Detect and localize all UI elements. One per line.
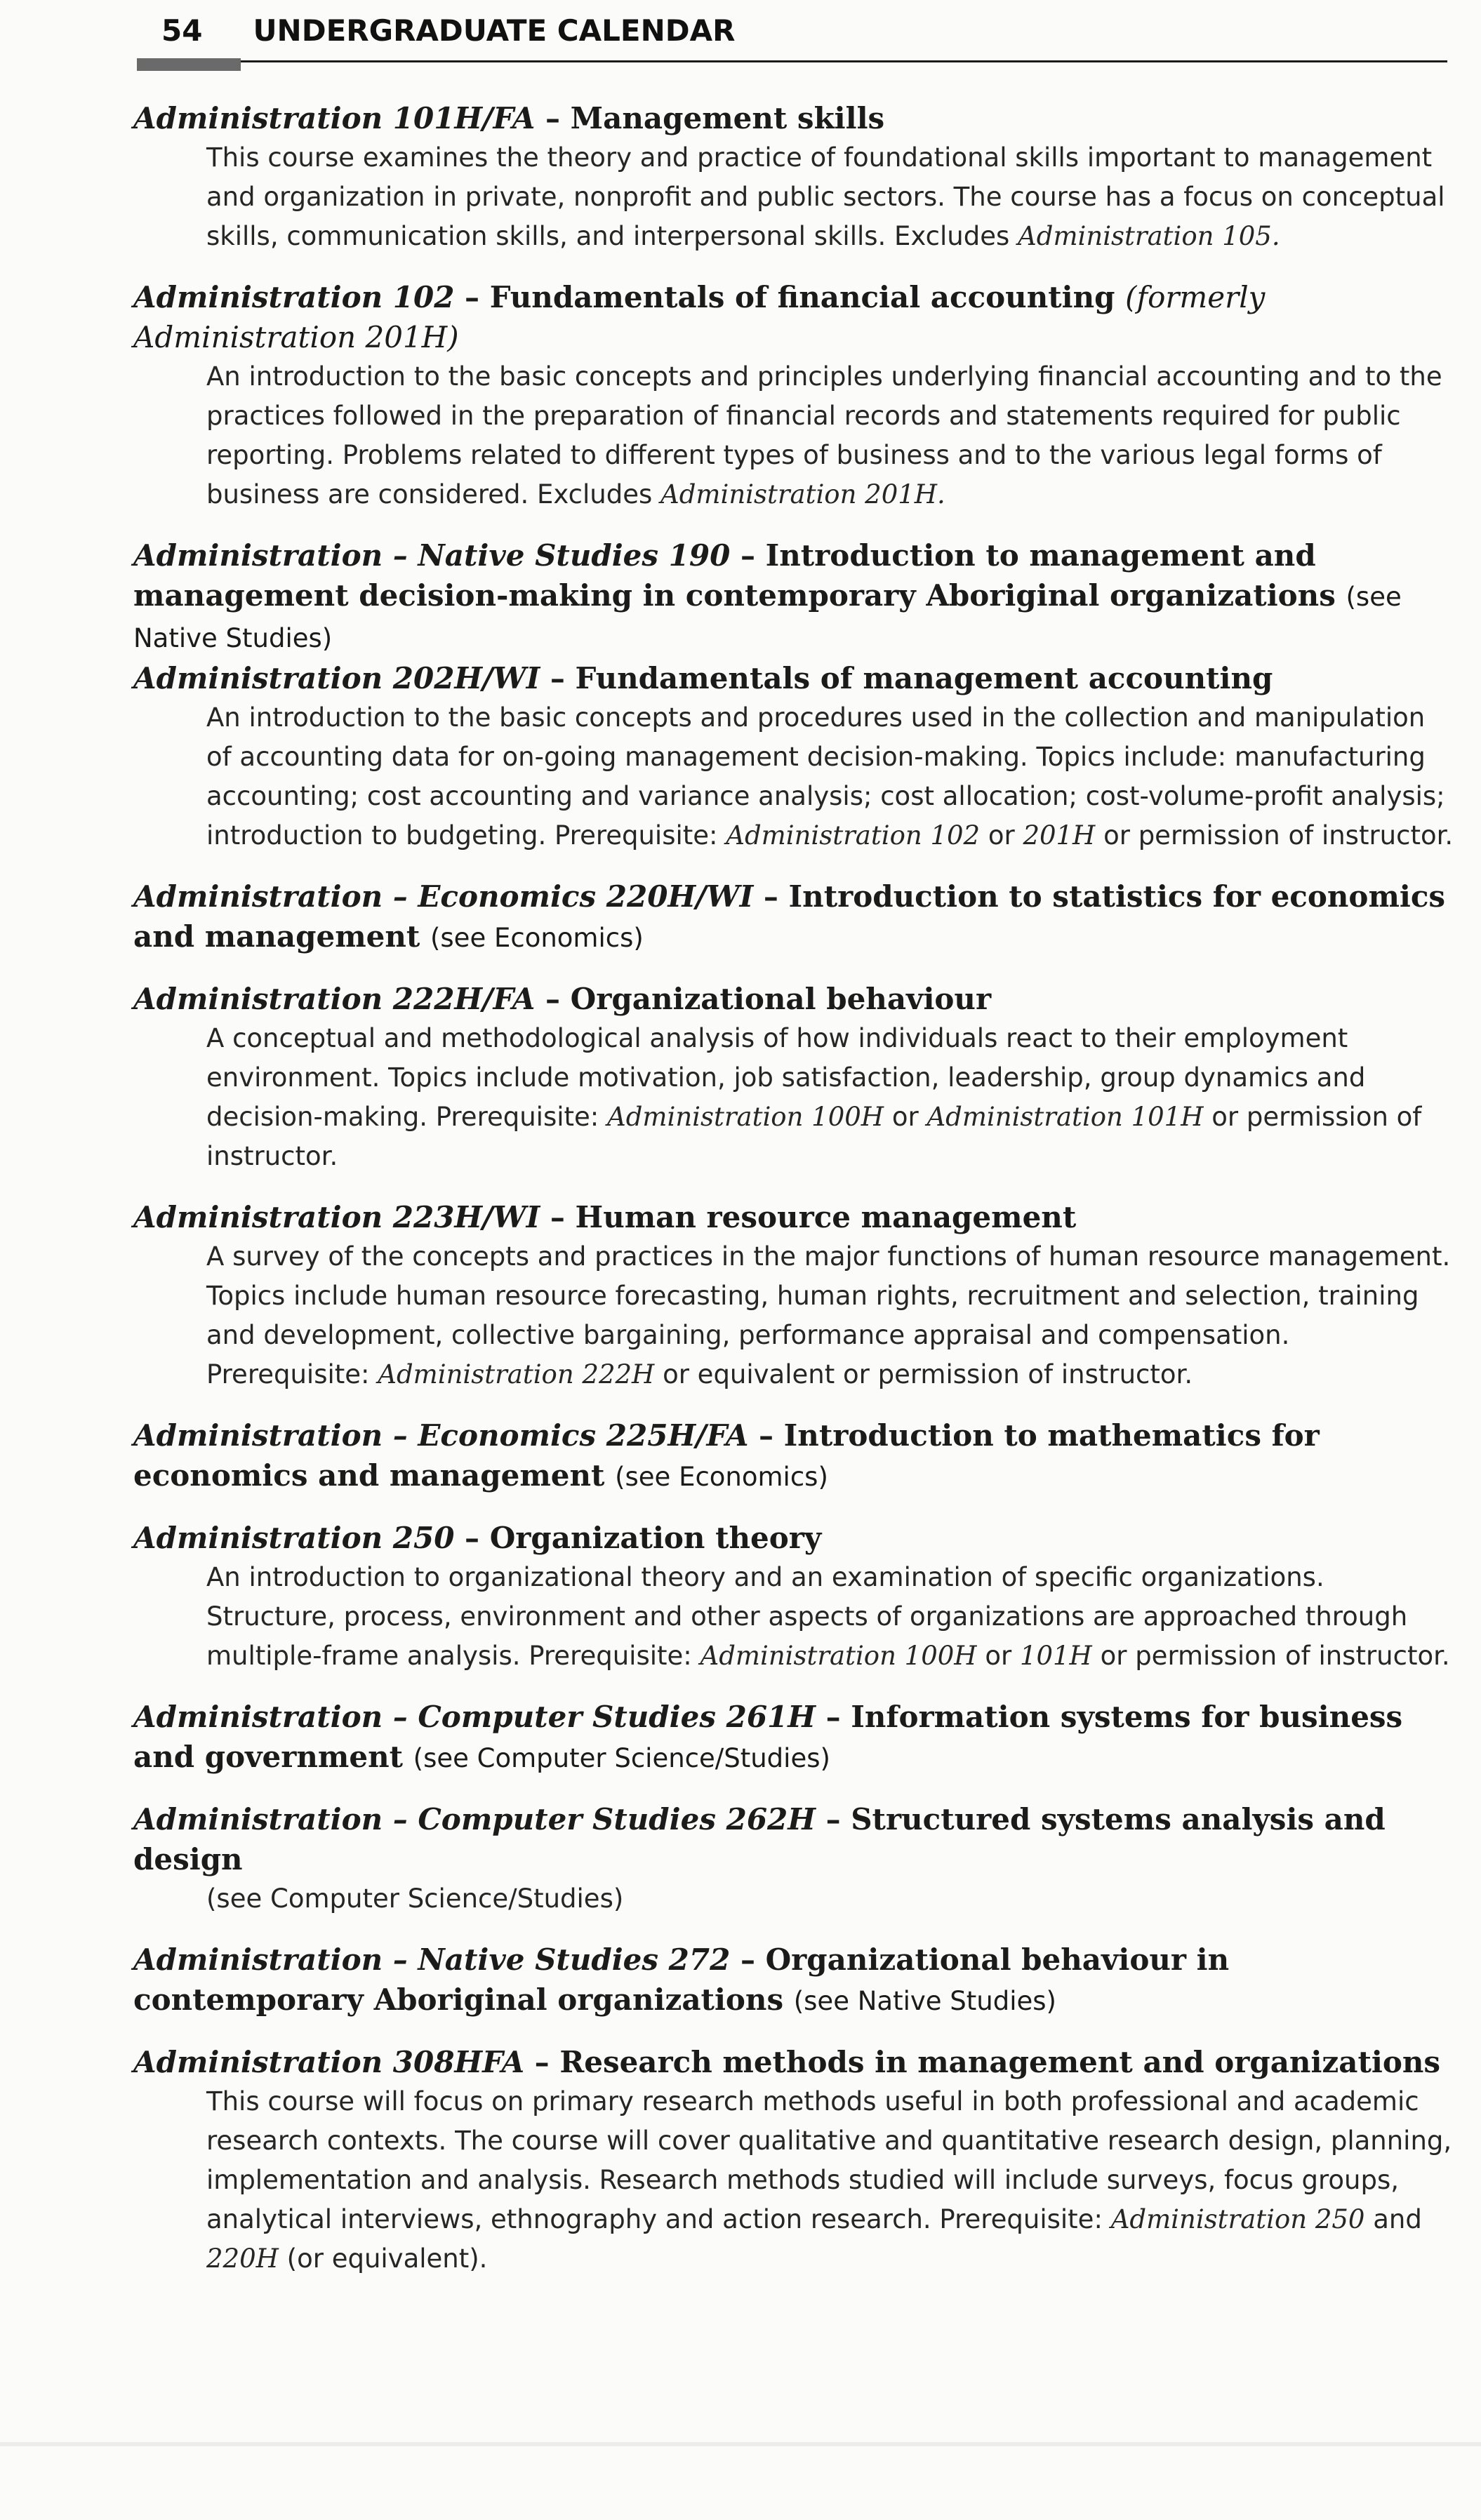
course-heading: Administration – Economics 225H/FA – Introduction to mathematics for economics and management (see Economics) xyxy=(133,1418,1320,1493)
course-title: Fundamentals of financial accounting xyxy=(489,280,1115,314)
cross-reference: (see Economics) xyxy=(430,923,644,953)
course-code: Administration 308HFA xyxy=(133,2045,525,2079)
course-title: Introduction to management and management decision-making in contemporary Aboriginal organizations xyxy=(133,538,1336,613)
course-heading: Administration – Native Studies 190 – Introduction to management and management decision-making in contemporary Aboriginal organizations (see Native Studies) xyxy=(133,538,1402,653)
course-code: Administration – Computer Studies 261H xyxy=(133,1700,816,1734)
page-title: UNDERGRADUATE CALENDAR xyxy=(253,13,736,48)
course-heading: Administration 250 – Organization theory xyxy=(133,1521,822,1555)
course-entry xyxy=(133,2042,1456,2279)
course-code: Administration – Native Studies 272 xyxy=(133,1942,731,1977)
course-title: Organizational behaviour in contemporary Aboriginal organizations xyxy=(133,1942,1230,2017)
course-code: Administration – Economics 225H/FA xyxy=(133,1418,749,1453)
course-entry xyxy=(133,1518,1456,1676)
course-code: Administration 101H/FA xyxy=(133,101,536,135)
course-heading: Administration 222H/FA – Organizational behaviour xyxy=(133,982,992,1016)
course-heading: Administration 223H/WI – Human resource management xyxy=(133,1200,1077,1234)
course-title: Introduction to statistics for economics and management xyxy=(133,879,1446,954)
course-entry xyxy=(133,1799,1456,1919)
course-heading: Administration – Economics 220H/WI – Introduction to statistics for economics and management (see Economics) xyxy=(133,879,1446,954)
course-title: Fundamentals of management accounting xyxy=(575,661,1273,695)
course-note: (formerly Administration 201H) xyxy=(133,280,1266,354)
course-entry xyxy=(133,277,1456,514)
course-heading: Administration 102 – Fundamentals of financial accounting (formerly Administration 201H) xyxy=(133,280,1266,354)
course-entry xyxy=(133,1197,1456,1394)
header-rule-marker xyxy=(137,58,241,71)
cross-reference: (see Native Studies) xyxy=(793,1986,1056,2016)
course-heading: Administration – Computer Studies 262H – Structured systems analysis and design xyxy=(133,1802,1386,1876)
course-code: Administration – Economics 220H/WI xyxy=(133,879,754,914)
course-description: A survey of the concepts and practices in the major functions of human resource management. Topics include human resource forecasting, human rights, recruitment and selection, training and development, collective bargaining, performance appraisal and compensation. Prerequisite: Administration 222H or equivalent or permission of instructor. xyxy=(206,1241,1451,1389)
course-heading: Administration 101H/FA – Management skills xyxy=(133,101,885,135)
course-heading: Administration – Computer Studies 261H – Information systems for business and government (see Computer Science/Studies) xyxy=(133,1700,1403,1774)
course-entry xyxy=(133,979,1456,1176)
course-code: Administration 102 xyxy=(133,280,455,314)
course-title: Management skills xyxy=(570,101,885,135)
course-description: This course will focus on primary research methods useful in both professional and academic research contexts. The course will cover qualitative and quantitative research design, planning, implementation and analysis. Research methods studied will include surveys, focus groups, analytical interviews, ethnography and action research. Prerequisite: Administration 250 and 220H (or equivalent). xyxy=(206,2086,1452,2274)
course-description: An introduction to the basic concepts and principles underlying financial accounting and to the practices followed in the preparation of financial records and statements required for public reporting. Problems related to different types of business and to the various legal forms of business are considered. Excludes Administration 201H. xyxy=(206,361,1442,509)
course-code: Administration 202H/WI xyxy=(133,661,540,695)
course-entry xyxy=(133,535,1456,658)
course-title: Structured systems analysis and design xyxy=(133,1802,1386,1876)
course-heading: Administration 202H/WI – Fundamentals of management accounting xyxy=(133,661,1273,695)
course-code: Administration – Computer Studies 262H xyxy=(133,1802,816,1836)
course-entry xyxy=(133,98,1456,256)
course-description: A conceptual and methodological analysis of how individuals react to their employment environment. Topics include motivation, job satisfaction, leadership, group dynamics and decision-making. Prerequisite: Administration 100H or Administration 101H or permission of instructor. xyxy=(206,1023,1422,1171)
cross-reference: (see Native Studies) xyxy=(133,582,1402,653)
course-entry xyxy=(133,658,1456,855)
cross-reference: (see Computer Science/Studies) xyxy=(413,1743,830,1773)
course-description: An introduction to the basic concepts and procedures used in the collection and manipulation of accounting data for on-going management decision-making. Topics include: manufacturing accounting; cost accounting and variance analysis; cost allocation; cost-volume-profit analysis; introduction to budgeting. Prerequisite: Administration 102 or 201H or permission of instructor. xyxy=(206,702,1454,851)
header-rule xyxy=(137,60,1447,62)
course-code: Administration 222H/FA xyxy=(133,982,536,1016)
course-entry xyxy=(133,1940,1456,2021)
course-title: Research methods in management and organizations xyxy=(559,2045,1441,2079)
course-title: Information systems for business and government xyxy=(133,1700,1403,1774)
page-header xyxy=(161,6,735,55)
course-entry xyxy=(133,876,1456,958)
course-title: Human resource management xyxy=(575,1200,1077,1234)
course-heading: Administration – Native Studies 272 – Organizational behaviour in contemporary Aboriginal organizations (see Native Studies) xyxy=(133,1942,1230,2017)
page-number: 54 xyxy=(161,13,203,48)
course-title: Organizational behaviour xyxy=(570,982,992,1016)
course-entry xyxy=(133,1415,1456,1497)
cross-reference: (see Economics) xyxy=(615,1462,828,1492)
course-description: This course examines the theory and practice of foundational skills important to management and organization in private, nonprofit and public sectors. The course has a focus on conceptual skills, communication skills, and interpersonal skills. Excludes Administration 105. xyxy=(206,142,1445,251)
course-title: Introduction to mathematics for economics and management xyxy=(133,1418,1320,1493)
course-code: Administration 250 xyxy=(133,1521,455,1555)
course-code: Administration – Native Studies 190 xyxy=(133,538,731,573)
course-description: An introduction to organizational theory and an examination of specific organizations. Structure, process, environment and other aspects of organizations are approached through multiple-frame analysis. Prerequisite: Administration 100H or 101H or permission of instructor. xyxy=(206,1562,1450,1671)
cross-reference: (see Computer Science/Studies) xyxy=(206,1884,624,1914)
course-list xyxy=(133,98,1456,2300)
course-code: Administration 223H/WI xyxy=(133,1200,540,1234)
course-heading: Administration 308HFA – Research methods in management and organizations xyxy=(133,2045,1441,2079)
page-bottom-edge xyxy=(0,2442,1481,2446)
course-title: Organization theory xyxy=(489,1521,822,1555)
course-entry xyxy=(133,1697,1456,1778)
